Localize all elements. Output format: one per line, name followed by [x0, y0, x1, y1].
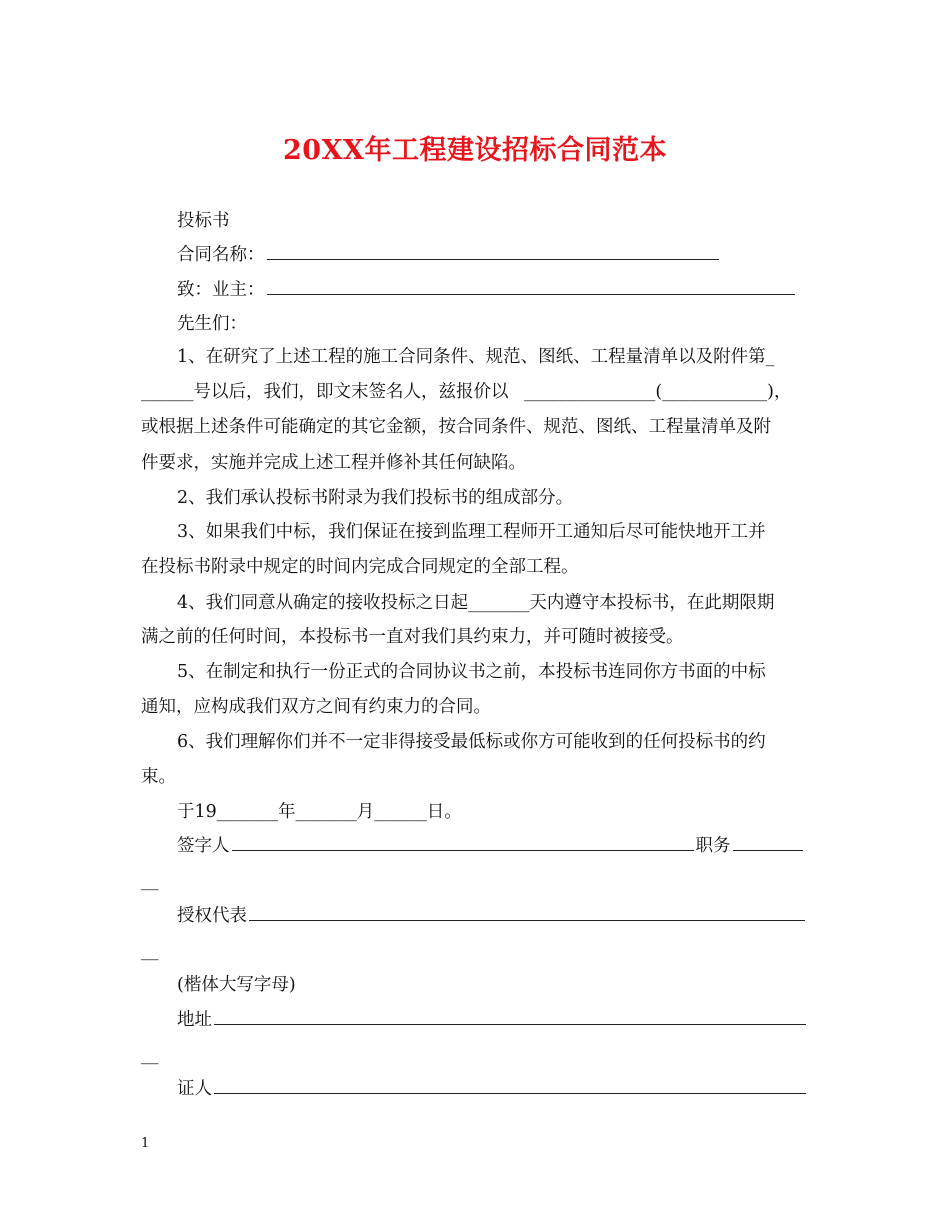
signer-row [177, 834, 805, 858]
clause-4-line-2: 满之前的任何时间，本投标书一直对我们具约束力，并可随时被接受。 [141, 627, 684, 647]
authorized-blank[interactable] [249, 904, 805, 921]
contract-name-label: 合同名称： [177, 245, 265, 265]
page-number: 1 [141, 1136, 150, 1151]
clause-6-line-1: 6、我们理解你们并不一定非得接受最低标或你方可能收到的任何投标书的约 [177, 732, 766, 752]
clause-5-line-1: 5、在制定和执行一份正式的合同协议书之前，本投标书连同你方书面的中标 [177, 662, 766, 682]
clause-1-line-2-part-a: ______号以后，我们，即文末签名人，兹报价以 [141, 382, 509, 402]
clause-1-line-2 [141, 380, 791, 404]
authorized-label: 授权代表 [177, 906, 247, 926]
document-title: 20XX年工程建设招标合同范本 [283, 135, 667, 166]
signer-wrap-dash: __ [141, 871, 159, 891]
clause-4-line-1: 4、我们同意从确定的接收投标之日起_______天内遵守本投标书，在此期限期 [177, 593, 775, 613]
position-blank[interactable] [733, 834, 803, 851]
position-label: 职务 [695, 836, 731, 856]
authorized-wrap-dash: __ [141, 941, 159, 961]
owner-blank[interactable] [267, 278, 795, 295]
clause-1-line-2-part-b: _______________(____________)， [524, 382, 792, 402]
clause-3-line-2: 在投标书附录中规定的时间内完成合同规定的全部工程。 [141, 557, 579, 577]
block-letters-note: (楷体大写字母) [177, 975, 296, 995]
witness-row [177, 1077, 808, 1101]
address-wrap-dash: __ [141, 1045, 159, 1065]
address-row [177, 1008, 808, 1032]
clause-1-line-4: 件要求，实施并完成上述工程并修补其任何缺陷。 [141, 453, 526, 473]
date-line: 于19_______年_______月______日。 [177, 802, 462, 822]
owner-label: 致：业主： [177, 280, 265, 300]
clause-5-line-2: 通知，应构成我们双方之间有约束力的合同。 [141, 697, 491, 717]
witness-blank[interactable] [214, 1077, 806, 1094]
form-heading: 投标书 [177, 211, 230, 231]
contract-name-row [177, 243, 721, 267]
greeting: 先生们： [177, 314, 247, 334]
clause-2: 2、我们承认投标书附录为我们投标书的组成部分。 [177, 488, 574, 508]
authorized-row [177, 904, 807, 928]
clause-1-line-1: 1、在研究了上述工程的施工合同条件、规范、图纸、工程量清单以及附件第_ [177, 347, 775, 367]
address-blank[interactable] [214, 1008, 806, 1025]
witness-label: 证人 [177, 1079, 212, 1099]
signer-label: 签字人 [177, 836, 230, 856]
clause-3-line-1: 3、如果我们中标，我们保证在接到监理工程师开工通知后尽可能快地开工并 [177, 522, 766, 542]
signer-blank[interactable] [232, 834, 694, 851]
address-label: 地址 [177, 1010, 212, 1030]
contract-name-blank[interactable] [267, 243, 719, 260]
owner-row [177, 278, 797, 302]
clause-1-line-3: 或根据上述条件可能确定的其它金额，按合同条件、规范、图纸、工程量清单及附 [141, 417, 771, 437]
clause-6-line-2: 束。 [141, 767, 176, 787]
